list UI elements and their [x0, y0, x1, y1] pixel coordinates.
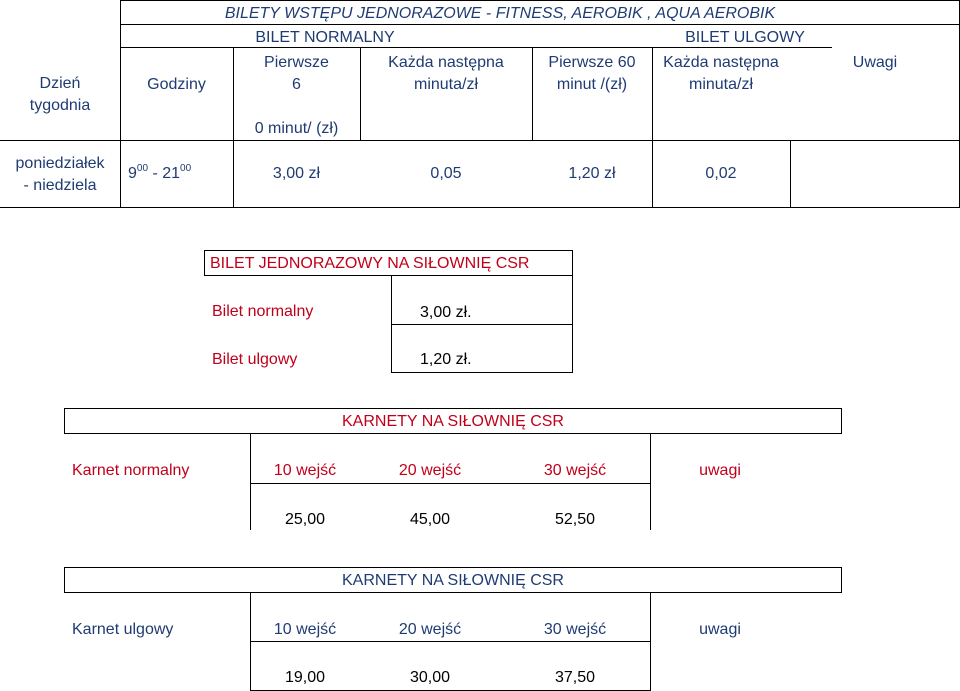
row-day-2: - niedziela	[23, 177, 97, 194]
col-day-header-1: Dzień	[39, 75, 81, 92]
price-10-entries: 25,00	[284, 511, 326, 528]
row-first60-normal: 3,00 zł	[272, 165, 321, 182]
row-hours: $9^{00} - 21^{00}$	[128, 162, 192, 182]
reduced-header-20-entries: 20 wejść	[398, 621, 462, 638]
reduced-ticket-label: Bilet ulgowy	[212, 351, 298, 368]
col-next-reduced-1: Każda następna	[663, 54, 779, 71]
table-title: BILETY WSTĘPU JEDNORAZOWE - FITNESS, AEROBIK , AQUA AEROBIK	[224, 5, 776, 22]
price-20-entries: 45,00	[409, 511, 451, 528]
reduced-price-20-entries: 30,00	[409, 669, 451, 686]
col-first60-normal-2: 6	[292, 76, 301, 93]
header-reduced-ticket: BILET ULGOWY	[685, 29, 805, 46]
gym-ticket-title: BILET JEDNORAZOWY NA SIŁOWNIĘ CSR	[210, 255, 530, 272]
header-10-entries: 10 wejść	[273, 462, 337, 479]
col-next-reduced-2: minuta/zł	[688, 76, 754, 93]
row-day-1: poniedziałek	[15, 155, 105, 172]
col-first60-reduced-2: minut /(zł)	[556, 76, 628, 93]
col-day-header-2: tygodnia	[29, 97, 91, 114]
col-first60-normal-3: 0 minut/ (zł)	[254, 120, 339, 137]
col-next-normal-2: minuta/zł	[413, 76, 479, 93]
col-first60-reduced-1: Pierwsze 60	[548, 54, 636, 71]
reduced-ticket-price: 1,20 zł.	[420, 351, 472, 368]
reduced-header-notes: uwagi	[699, 621, 741, 638]
col-next-normal-1: Każda następna	[388, 54, 504, 71]
col-first60-normal-1: Pierwsze	[264, 54, 329, 71]
row-next-reduced: 0,02	[705, 165, 737, 182]
header-notes: uwagi	[699, 462, 741, 479]
gym-pass-reduced-title: KARNETY NA SIŁOWNIĘ CSR	[342, 572, 564, 589]
reduced-header-10-entries: 10 wejść	[273, 621, 337, 638]
gym-pass-reduced-label: Karnet ulgowy	[72, 621, 174, 638]
gym-pass-normal-title: KARNETY NA SIŁOWNIĘ CSR	[342, 413, 564, 430]
col-hours-header: Godziny	[147, 76, 206, 93]
reduced-price-30-entries: 37,50	[554, 669, 596, 686]
reduced-header-30-entries: 30 wejść	[543, 621, 607, 638]
header-20-entries: 20 wejść	[398, 462, 462, 479]
header-30-entries: 30 wejść	[543, 462, 607, 479]
price-30-entries: 52,50	[554, 511, 596, 528]
header-normal-ticket: BILET NORMALNY	[255, 29, 395, 46]
normal-ticket-label: Bilet normalny	[212, 303, 314, 320]
reduced-price-10-entries: 19,00	[284, 669, 326, 686]
col-notes-header: Uwagi	[852, 54, 898, 71]
row-first60-reduced: 1,20 zł	[568, 165, 616, 182]
row-next-normal: 0,05	[430, 165, 462, 182]
gym-pass-normal-label: Karnet normalny	[72, 462, 190, 479]
normal-ticket-price: 3,00 zł.	[420, 304, 472, 321]
